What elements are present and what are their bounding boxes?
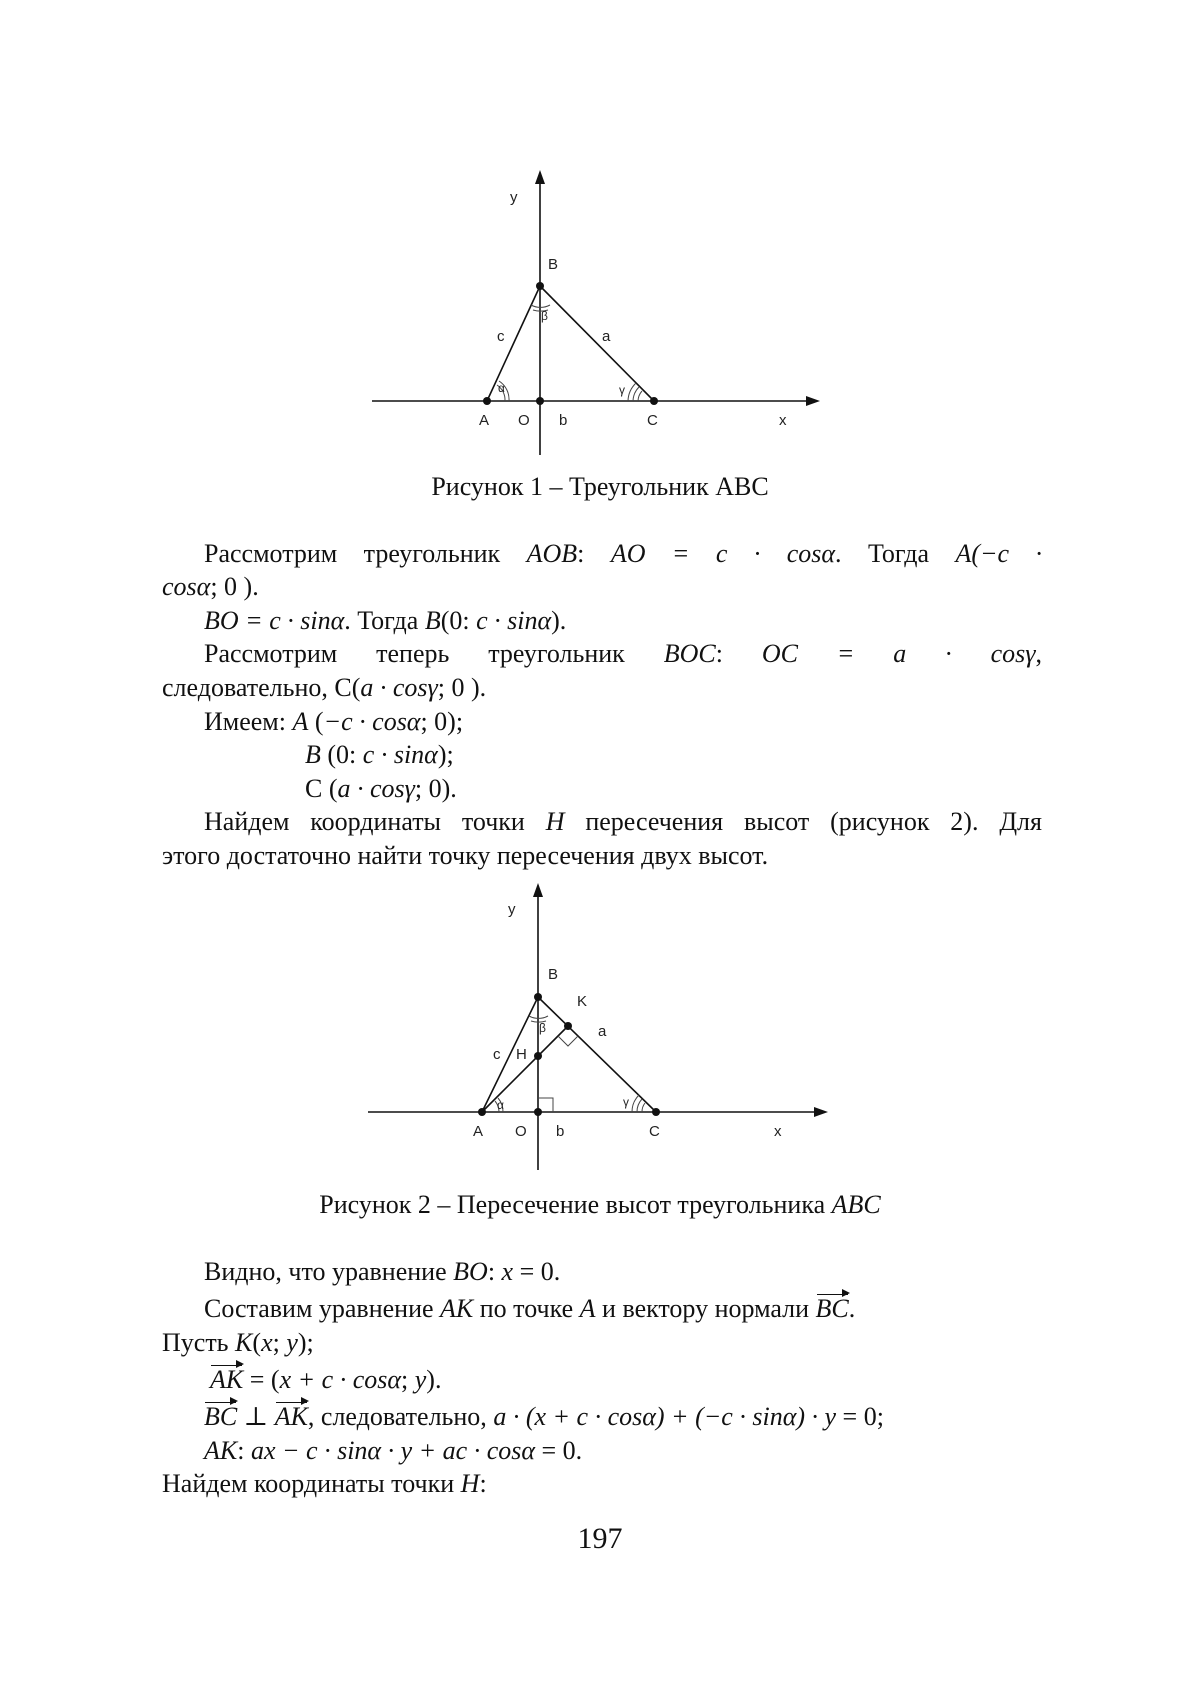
vector-ak: AK (274, 1402, 308, 1431)
point-c (652, 1108, 660, 1116)
label-c: C (649, 1123, 660, 1140)
text-line-3: BO = c · sinα. Тогда B(0: c · sinα). (204, 606, 567, 635)
point-a (478, 1108, 486, 1116)
text-line-17: Найдем координаты точки H: (162, 1469, 487, 1498)
text-line-8: С (a · cosγ; 0). (305, 774, 457, 803)
vector-bc: BC (815, 1294, 849, 1323)
text-line-6: Имеем: A (−c · cosα; 0); (204, 707, 464, 736)
point-b (534, 993, 542, 1001)
label-a-side: a (602, 328, 611, 345)
point-c (650, 397, 658, 405)
label-beta: β (539, 1021, 546, 1035)
label-c-side: c (497, 328, 505, 345)
label-alpha: α (497, 1098, 504, 1112)
y-axis-arrow (535, 170, 545, 184)
side-c (482, 997, 538, 1112)
page-number: 197 (577, 1522, 623, 1555)
point-h (534, 1052, 542, 1060)
figure-2-caption: Рисунок 2 – Пересечение высот треугольника ABC (319, 1190, 881, 1219)
vector-bc: BC (204, 1402, 238, 1431)
point-o (536, 397, 544, 405)
text-line-14: AK = (x + c · cosα; y). (210, 1365, 442, 1394)
altitude-ak (482, 1026, 568, 1112)
label-b-side: b (559, 412, 568, 429)
x-axis-arrow (806, 396, 820, 406)
label-b-side: b (556, 1123, 565, 1140)
figure-1-caption: Рисунок 1 – Треугольник АВС (431, 472, 769, 501)
label-x: x (774, 1123, 782, 1140)
text-line-4: Рассмотрим теперь треугольник BOC: OC = a · cosγ, (204, 639, 1042, 668)
point-a (483, 397, 491, 405)
label-a: A (479, 412, 490, 429)
label-c-side: c (493, 1046, 501, 1063)
label-o: O (515, 1123, 527, 1140)
label-beta: β (541, 309, 548, 323)
point-k (564, 1022, 572, 1030)
text-line-1: Рассмотрим треугольник AOB: AO = c · cosα. Тогда A(−c · (204, 539, 1042, 568)
vector-ak: AK (210, 1365, 244, 1394)
text-line-11: Видно, что уравнение BO: x = 0. (204, 1257, 561, 1286)
text-line-9: Найдем координаты точки H пересечения высот (рисунок 2). Для (204, 807, 1042, 836)
side-a (540, 286, 654, 401)
label-h: H (516, 1046, 527, 1063)
label-o: O (518, 412, 530, 429)
text-line-2: cosα; 0 ). (162, 572, 259, 601)
text-line-15: BC ⊥ AK, следовательно, a · (x + c · cosα) + (−c · sinα) · y = 0; (204, 1402, 884, 1431)
text-line-13: Пусть K(x; y); (162, 1328, 314, 1357)
label-b: B (548, 256, 559, 273)
point-o (534, 1108, 542, 1116)
side-c (487, 286, 540, 401)
label-alpha: α (498, 381, 505, 395)
y-axis-arrow (533, 883, 543, 897)
text-line-10: этого достаточно найти точку пересечения двух высот. (162, 841, 769, 870)
text-line-16: AK: ax − c · sinα · y + ac · cosα = 0. (204, 1436, 583, 1465)
label-b: B (548, 966, 559, 983)
x-axis-arrow (814, 1107, 828, 1117)
label-gamma: γ (623, 1095, 629, 1109)
label-x: x (779, 412, 787, 429)
text-line-7: B (0: c · sinα); (305, 740, 454, 769)
label-c: C (647, 412, 658, 429)
angle-gamma-arc (632, 1095, 639, 1112)
text-line-5: следовательно, С(a · cosγ; 0 ). (162, 673, 487, 702)
figure-1-diagram (360, 165, 830, 465)
right-angle-k (558, 1036, 578, 1046)
figure-2-diagram (360, 880, 830, 1180)
label-y: y (510, 189, 518, 206)
label-a: A (473, 1123, 484, 1140)
label-y: y (508, 901, 516, 918)
label-a-side: a (598, 1023, 607, 1040)
label-gamma: γ (619, 383, 625, 397)
side-a (538, 997, 656, 1112)
text-line-12: Составим уравнение AK по точке A и вектору нормали BC. (204, 1294, 856, 1323)
point-b (536, 282, 544, 290)
label-k: K (577, 993, 588, 1010)
